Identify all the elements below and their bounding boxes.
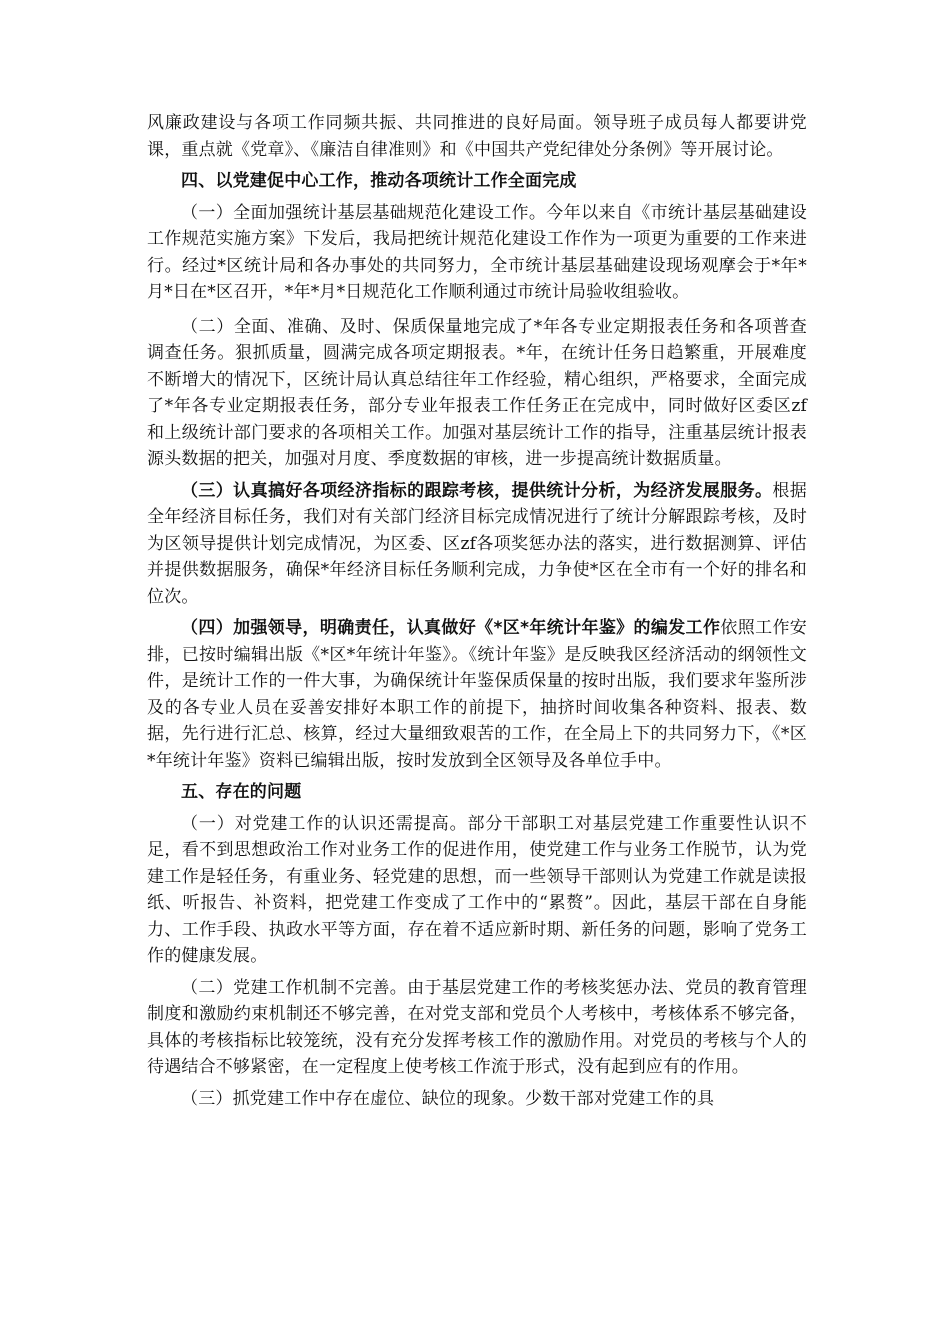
paragraph-4-4-body: 依照工作安排，已按时编辑出版《*区*年统计年鉴》。《统计年鉴》是反映我区经济活动的纲领性文件，是统计工作的一件大事，为确保统计年鉴保质保量的按时出版，我们要求年鉴所涉及的各专业人员在妥善安排好本职工作的前提下，抽挤时间收集各种资料、报表、数据，先行进行汇总、核算，经过大量细致艰苦的工作，在全局上下的共同努力下，《*区*年统计年鉴》资料已编辑出版，按时发放到全区领导及各单位手中。 (147, 618, 808, 771)
section-heading-4: 四、以党建促中心工作，推动各项统计工作全面完成 (181, 171, 577, 191)
paragraph-4-3 (147, 478, 807, 611)
paragraph-4-3-lead: （三）认真搞好各项经济指标的跟踪考核，提供统计分析，为经济发展服务。 (181, 480, 773, 501)
section-heading-5: 五、存在的问题 (181, 782, 302, 802)
paragraph-4-2: （二）全面、准确、及时、保质保量地完成了*年各专业定期报表任务和各项普查调查任务。狠抓质量，圆满完成各项定期报表。*年，在统计任务日趋繁重，开展难度不断增大的情况下，区统计局认真总结往年工作经验，精心组织，严格要求，全面完成了*年各专业定期报表任务，部分专业年报表工作任务正在完成中，同时做好区委区zf和上级统计部门要求的各项相关工作。加强对基层统计工作的指导，注重基层统计报表源头数据的把关，加强对月度、季度数据的审核，进一步提高统计数据质量。 (147, 316, 807, 469)
paragraph-4-4-lead: （四）加强领导，明确责任，认真做好《*区*年统计年鉴》的编发工作 (181, 618, 721, 638)
paragraph-5-2: （二）党建工作机制不完善。由于基层党建工作的考核奖惩办法、党员的教育管理制度和激励约束机制还不够完善，在对党支部和党员个人考核中，考核体系不够完备，具体的考核指标比较笼统，没有充分发挥考核工作的激励作用。对党员的考核与个人的待遇结合不够紧密，在一定程度上使考核工作流于形式，没有起到应有的作用。 (147, 977, 807, 1077)
paragraph-intro: 风廉政建设与各项工作同频共振、共同推进的良好局面。领导班子成员每人都要讲党课，重点就《党章》、《廉洁自律准则》和《中国共产党纪律处分条例》等开展讨论。 (147, 113, 807, 160)
paragraph-4-1: （一）全面加强统计基层基础规范化建设工作。今年以来自《市统计基层基础建设工作规范实施方案》下发后，我局把统计规范化建设工作作为一项更为重要的工作来进行。经过*区统计局和各办事处的共同努力，全市统计基层基础建设现场观摩会于*年*月*日在*区召开，*年*月*日规范化工作顺利通过市统计局验收组验收。 (147, 202, 807, 302)
paragraph-5-3: （三）抓党建工作中存在虚位、缺位的现象。少数干部对党建工作的具 (181, 1088, 715, 1109)
document-page (147, 110, 807, 1112)
paragraph-4-4 (147, 615, 807, 774)
paragraph-4-3-body: 根据全年经济目标任务，我们对有关部门经济目标完成情况进行了统计分解跟踪考核，及时为区领导提供计划完成情况，为区委、区zf各项奖惩办法的落实，进行数据测算、评估并提供数据服务，确保*年经济目标任务顺利完成，力争使*区在全市有一个好的排名和位次。 (147, 480, 807, 607)
paragraph-5-1: （一）对党建工作的认识还需提高。部分干部职工对基层党建工作重要性认识不足，看不到思想政治工作对业务工作的促进作用，使党建工作与业务工作脱节，认为党建工作是轻任务，有重业务、轻党建的思想，而一些领导干部则认为党建工作就是读报纸、听报告、补资料，把党建工作变成了工作中的“累赘”。因此，基层干部在自身能力、工作手段、执政水平等方面，存在着不适应新时期、新任务的问题，影响了党务工作的健康发展。 (147, 813, 807, 966)
